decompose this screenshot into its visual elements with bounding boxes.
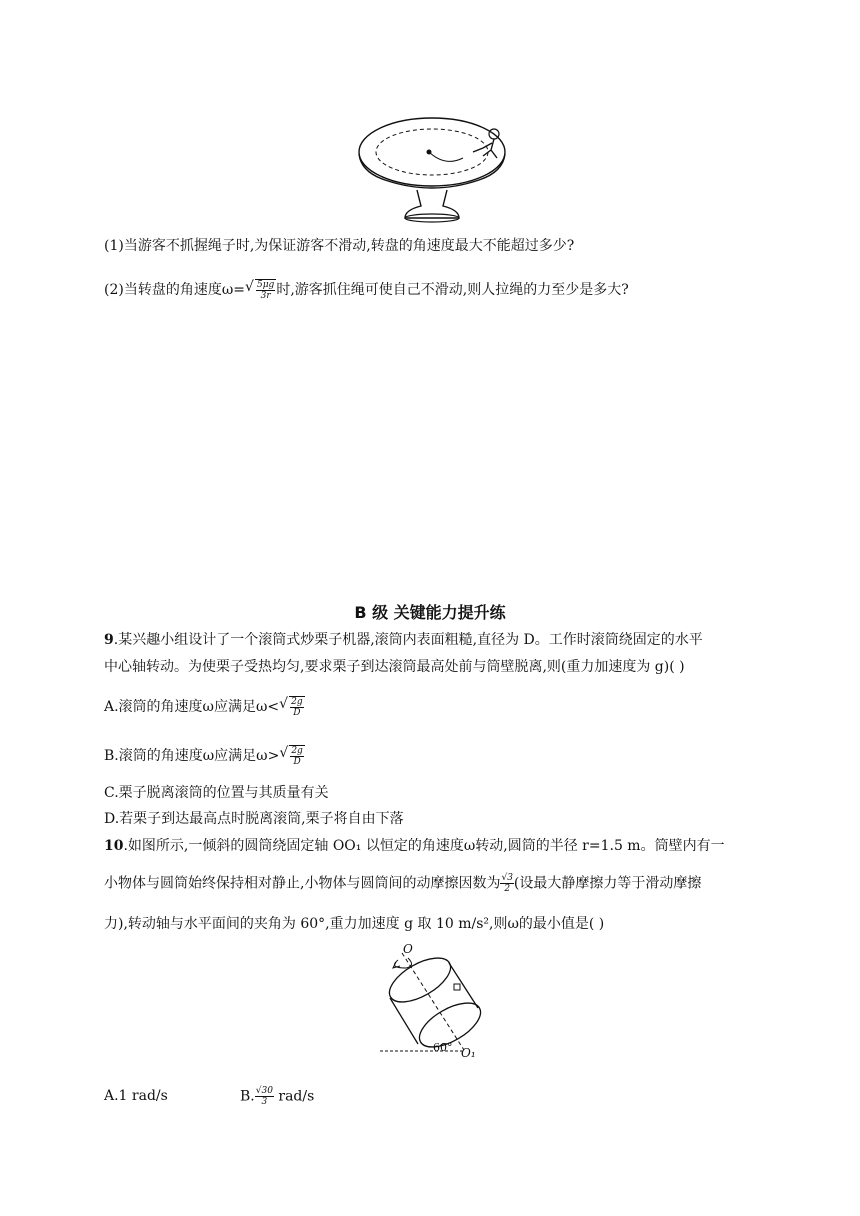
q10-option-a: A.1 rad/s	[104, 1088, 168, 1104]
q10-line2: 小物体与圆筒始终保持相对静止,小物体与圆筒间的动摩擦因数为 $\frac{√3}{2}$ (设最大静摩擦力等于滑动摩擦	[104, 873, 702, 894]
q10-line3: 力),转动轴与水平面间的夹角为 60°,重力加速度 g 取 10 m/s²,则ω的最小值是( )	[104, 916, 605, 932]
q9-option-b: B.滚筒的角速度ω应满足ω> √ $\frac{2g}{D}$	[104, 745, 303, 767]
q9-stem-line1: 9.某兴趣小组设计了一个滚筒式炒栗子机器,滚筒内表面粗糙,直径为 D。工作时滚筒绕固定的水平	[104, 632, 703, 648]
label-O1: O₁	[461, 1046, 476, 1060]
q9-option-c: C.栗子脱离滚筒的位置与其质量有关	[104, 785, 329, 801]
q10-line1: 10.如图所示,一倾斜的圆筒绕固定轴 OO₁ 以恒定的角速度ω转动,圆筒的半径 r=1.5 m。筒壁内有一	[104, 838, 725, 854]
turntable-figure	[355, 112, 510, 227]
q10-option-b: B. $\frac{√30}{3}$ rad/s	[240, 1086, 315, 1107]
q9-stem-line2: 中心轴转动。为使栗子受热均匀,要求栗子到达滚筒最高处前与筒壁脱离,则(重力加速度为 g)( )	[104, 659, 685, 675]
q8-part2: (2)当转盘的角速度ω= √ $\frac{5\mu g}{3r}$ 时,游客抓住绳可使自己不滑动,则人拉绳的力至少是多大?	[104, 279, 629, 301]
label-O: O	[403, 942, 413, 956]
sqrt-expression: √ $\frac{5\mu g}{3r}$	[244, 279, 275, 301]
q8-part1: (1)当游客不抓握绳子时,为保证游客不滑动,转盘的角速度最大不能超过多少?	[104, 238, 575, 254]
label-angle: 60°	[433, 1041, 453, 1054]
q9-option-d: D.若栗子到达最高点时脱离滚筒,栗子将自由下落	[104, 811, 404, 827]
q9-option-a: A.滚筒的角速度ω应满足ω< √ $\frac{2g}{D}$	[104, 696, 303, 718]
section-title: B 级 关键能力提升练	[354, 603, 506, 622]
